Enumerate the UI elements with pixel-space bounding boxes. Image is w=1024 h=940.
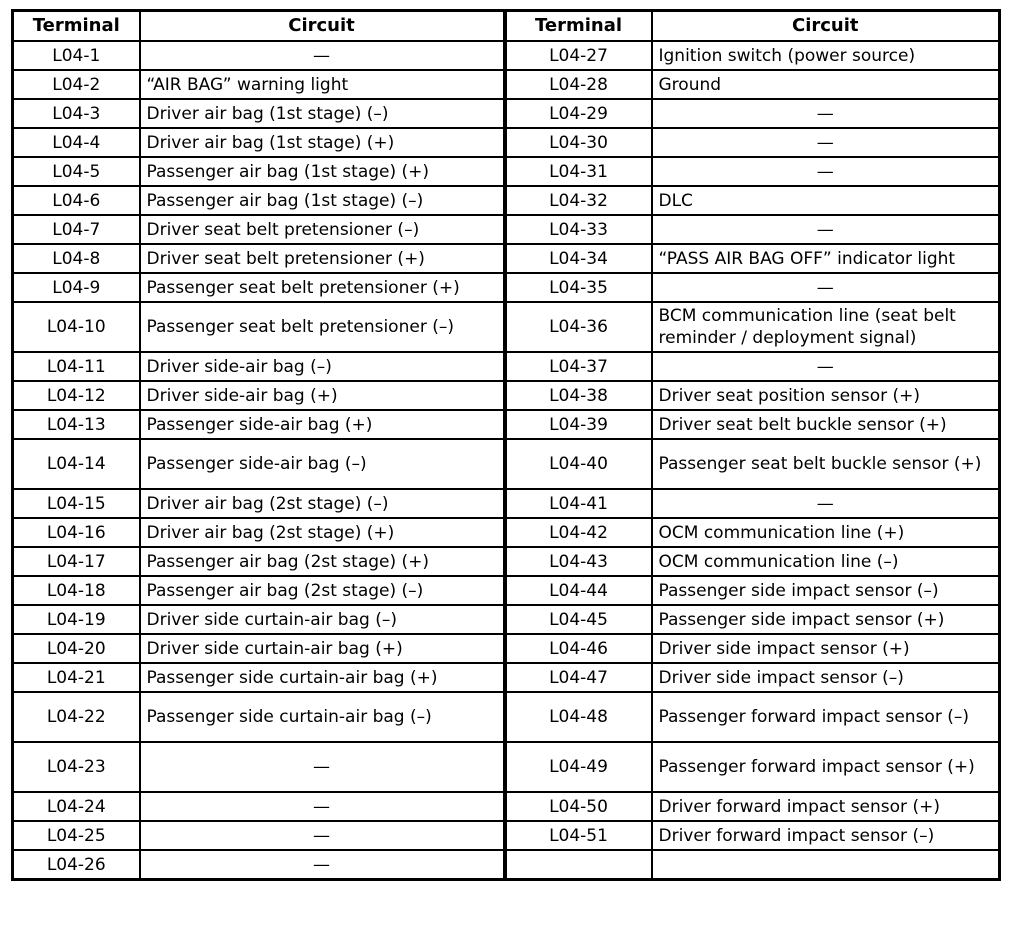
circuit-cell: Passenger forward impact sensor (–)	[652, 692, 1000, 742]
terminal-cell: L04-44	[505, 576, 652, 605]
circuit-cell: Driver forward impact sensor (–)	[652, 821, 1000, 850]
terminal-cell: L04-41	[505, 489, 652, 518]
circuit-cell: Driver seat belt pretensioner (+)	[140, 244, 505, 273]
circuit-cell: —	[652, 157, 1000, 186]
header-circuit-left: Circuit	[140, 11, 505, 42]
terminal-cell: L04-37	[505, 352, 652, 381]
table-row	[13, 41, 1000, 70]
terminal-cell: L04-20	[13, 634, 140, 663]
terminal-cell: L04-9	[13, 273, 140, 302]
terminal-cell: L04-47	[505, 663, 652, 692]
terminal-circuit-table	[11, 9, 1001, 881]
header-terminal-right: Terminal	[505, 11, 652, 42]
terminal-cell: L04-12	[13, 381, 140, 410]
terminal-cell: L04-49	[505, 742, 652, 792]
terminal-cell: L04-16	[13, 518, 140, 547]
circuit-cell: —	[140, 41, 505, 70]
terminal-cell	[505, 850, 652, 880]
table-row	[13, 518, 1000, 547]
table-row	[13, 692, 1000, 742]
circuit-cell: Driver side-air bag (–)	[140, 352, 505, 381]
table-header	[13, 11, 1000, 42]
terminal-cell: L04-33	[505, 215, 652, 244]
circuit-cell: —	[652, 99, 1000, 128]
circuit-cell: Driver seat position sensor (+)	[652, 381, 1000, 410]
circuit-cell: Driver air bag (1st stage) (+)	[140, 128, 505, 157]
circuit-cell: Passenger seat belt pretensioner (+)	[140, 273, 505, 302]
table-row	[13, 157, 1000, 186]
table-row	[13, 70, 1000, 99]
table-row	[13, 381, 1000, 410]
header-terminal-left: Terminal	[13, 11, 140, 42]
terminal-cell: L04-48	[505, 692, 652, 742]
circuit-cell: Passenger side curtain-air bag (+)	[140, 663, 505, 692]
circuit-cell: Passenger side-air bag (–)	[140, 439, 505, 489]
circuit-cell: Passenger side curtain-air bag (–)	[140, 692, 505, 742]
terminal-cell: L04-32	[505, 186, 652, 215]
table-row	[13, 742, 1000, 792]
circuit-cell: Driver forward impact sensor (+)	[652, 792, 1000, 821]
circuit-cell: Driver air bag (1st stage) (–)	[140, 99, 505, 128]
circuit-cell	[652, 850, 1000, 880]
circuit-cell: —	[652, 489, 1000, 518]
terminal-cell: L04-45	[505, 605, 652, 634]
terminal-cell: L04-43	[505, 547, 652, 576]
terminal-cell: L04-19	[13, 605, 140, 634]
table-row	[13, 352, 1000, 381]
terminal-cell: L04-31	[505, 157, 652, 186]
terminal-cell: L04-51	[505, 821, 652, 850]
terminal-cell: L04-24	[13, 792, 140, 821]
terminal-cell: L04-15	[13, 489, 140, 518]
terminal-cell: L04-23	[13, 742, 140, 792]
circuit-cell: —	[140, 850, 505, 880]
header-row	[13, 11, 1000, 42]
terminal-cell: L04-29	[505, 99, 652, 128]
circuit-cell: Driver air bag (2st stage) (+)	[140, 518, 505, 547]
table-row	[13, 410, 1000, 439]
table-row	[13, 547, 1000, 576]
table-row	[13, 663, 1000, 692]
circuit-cell: Driver seat belt pretensioner (–)	[140, 215, 505, 244]
terminal-cell: L04-26	[13, 850, 140, 880]
terminal-cell: L04-25	[13, 821, 140, 850]
circuit-cell: —	[652, 128, 1000, 157]
table-row	[13, 489, 1000, 518]
terminal-cell: L04-40	[505, 439, 652, 489]
table-row	[13, 634, 1000, 663]
terminal-cell: L04-42	[505, 518, 652, 547]
circuit-cell: Driver side-air bag (+)	[140, 381, 505, 410]
table-row	[13, 439, 1000, 489]
terminal-cell: L04-46	[505, 634, 652, 663]
circuit-cell: Passenger air bag (2st stage) (–)	[140, 576, 505, 605]
circuit-cell: Driver side impact sensor (+)	[652, 634, 1000, 663]
circuit-cell: Ground	[652, 70, 1000, 99]
terminal-cell: L04-1	[13, 41, 140, 70]
terminal-cell: L04-30	[505, 128, 652, 157]
circuit-cell: —	[140, 821, 505, 850]
circuit-cell: DLC	[652, 186, 1000, 215]
table-row	[13, 99, 1000, 128]
circuit-cell: Driver side impact sensor (–)	[652, 663, 1000, 692]
terminal-cell: L04-4	[13, 128, 140, 157]
table-row	[13, 186, 1000, 215]
circuit-cell: OCM communication line (–)	[652, 547, 1000, 576]
terminal-cell: L04-14	[13, 439, 140, 489]
circuit-cell: OCM communication line (+)	[652, 518, 1000, 547]
terminal-cell: L04-28	[505, 70, 652, 99]
circuit-cell: Driver air bag (2st stage) (–)	[140, 489, 505, 518]
table-row	[13, 792, 1000, 821]
terminal-cell: L04-38	[505, 381, 652, 410]
table-row	[13, 244, 1000, 273]
table-row	[13, 273, 1000, 302]
circuit-cell: Passenger side impact sensor (–)	[652, 576, 1000, 605]
circuit-cell: —	[652, 273, 1000, 302]
table-row	[13, 821, 1000, 850]
circuit-cell: —	[140, 742, 505, 792]
header-circuit-right: Circuit	[652, 11, 1000, 42]
table-row	[13, 302, 1000, 352]
table-row	[13, 850, 1000, 880]
circuit-cell: “PASS AIR BAG OFF” indicator light	[652, 244, 1000, 273]
table-body	[13, 41, 1000, 880]
terminal-cell: L04-36	[505, 302, 652, 352]
circuit-cell: Passenger air bag (2st stage) (+)	[140, 547, 505, 576]
terminal-cell: L04-13	[13, 410, 140, 439]
terminal-cell: L04-27	[505, 41, 652, 70]
table-row	[13, 128, 1000, 157]
terminal-cell: L04-6	[13, 186, 140, 215]
terminal-cell: L04-50	[505, 792, 652, 821]
circuit-cell: BCM communication line (seat belt reminder / deployment signal)	[652, 302, 1000, 352]
terminal-cell: L04-39	[505, 410, 652, 439]
circuit-cell: Passenger air bag (1st stage) (+)	[140, 157, 505, 186]
terminal-cell: L04-7	[13, 215, 140, 244]
circuit-cell: —	[652, 215, 1000, 244]
terminal-cell: L04-34	[505, 244, 652, 273]
terminal-cell: L04-3	[13, 99, 140, 128]
terminal-cell: L04-2	[13, 70, 140, 99]
terminal-cell: L04-21	[13, 663, 140, 692]
circuit-cell: Passenger side-air bag (+)	[140, 410, 505, 439]
circuit-cell: “AIR BAG” warning light	[140, 70, 505, 99]
terminal-cell: L04-22	[13, 692, 140, 742]
circuit-cell: Passenger forward impact sensor (+)	[652, 742, 1000, 792]
terminal-cell: L04-5	[13, 157, 140, 186]
table-row	[13, 576, 1000, 605]
terminal-cell: L04-17	[13, 547, 140, 576]
terminal-cell: L04-35	[505, 273, 652, 302]
circuit-cell: Ignition switch (power source)	[652, 41, 1000, 70]
circuit-cell: Passenger air bag (1st stage) (–)	[140, 186, 505, 215]
circuit-cell: Passenger side impact sensor (+)	[652, 605, 1000, 634]
circuit-cell: Driver seat belt buckle sensor (+)	[652, 410, 1000, 439]
terminal-cell: L04-11	[13, 352, 140, 381]
circuit-cell: —	[652, 352, 1000, 381]
circuit-cell: Passenger seat belt pretensioner (–)	[140, 302, 505, 352]
circuit-cell: Driver side curtain-air bag (–)	[140, 605, 505, 634]
table-row	[13, 605, 1000, 634]
terminal-cell: L04-18	[13, 576, 140, 605]
circuit-cell: —	[140, 792, 505, 821]
circuit-cell: Driver side curtain-air bag (+)	[140, 634, 505, 663]
terminal-cell: L04-10	[13, 302, 140, 352]
table-row	[13, 215, 1000, 244]
terminal-cell: L04-8	[13, 244, 140, 273]
circuit-cell: Passenger seat belt buckle sensor (+)	[652, 439, 1000, 489]
